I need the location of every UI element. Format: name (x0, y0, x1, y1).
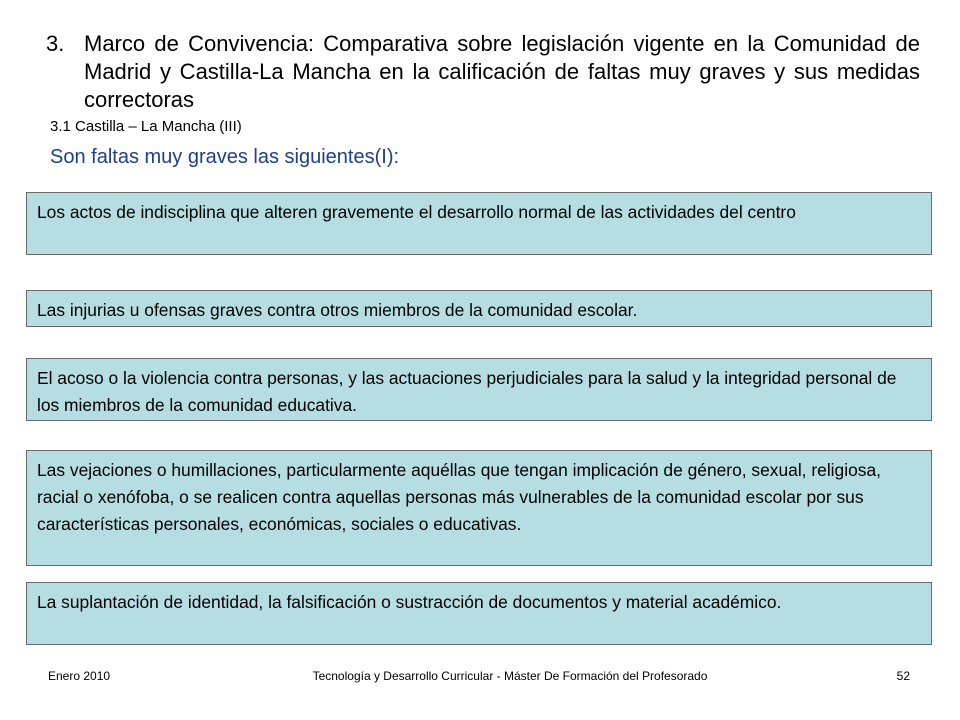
title-number: 3. (46, 31, 65, 56)
slide-subtitle: 3.1 Castilla – La Mancha (III) (50, 118, 242, 135)
footer-page-number: 52 (896, 669, 910, 683)
footer-date: Enero 2010 (48, 669, 111, 683)
section-heading: Son faltas muy graves las siguientes(I): (50, 146, 400, 168)
fault-item-1: Los actos de indisciplina que alteren gravemente el desarrollo normal de las actividades del centro (26, 192, 932, 255)
fault-item-2: Las injurias u ofensas graves contra otros miembros de la comunidad escolar. (26, 290, 932, 327)
fault-item-5: La suplantación de identidad, la falsificación o sustracción de documentos y material académico. (26, 582, 932, 645)
footer-course: Tecnología y Desarrollo Curricular - Máster De Formación del Profesorado (312, 669, 708, 683)
title-text: Marco de Convivencia: Comparativa sobre legislación vigente en la Comunidad de Madrid y Castilla-La Mancha en la calificación de faltas muy graves y sus medidas correctoras (84, 31, 920, 112)
fault-item-4: Las vejaciones o humillaciones, particularmente aquéllas que tengan implicación de género, sexual, religiosa, racial o xenófoba, o se realicen contra aquellas personas más vulnerables de la comunidad escolar por sus características personales, económicas, sociales o educativas. (26, 450, 932, 566)
fault-item-3: El acoso o la violencia contra personas, y las actuaciones perjudiciales para la salud y la integridad personal de los miembros de la comunidad educativa. (26, 358, 932, 421)
slide-title (46, 30, 920, 114)
